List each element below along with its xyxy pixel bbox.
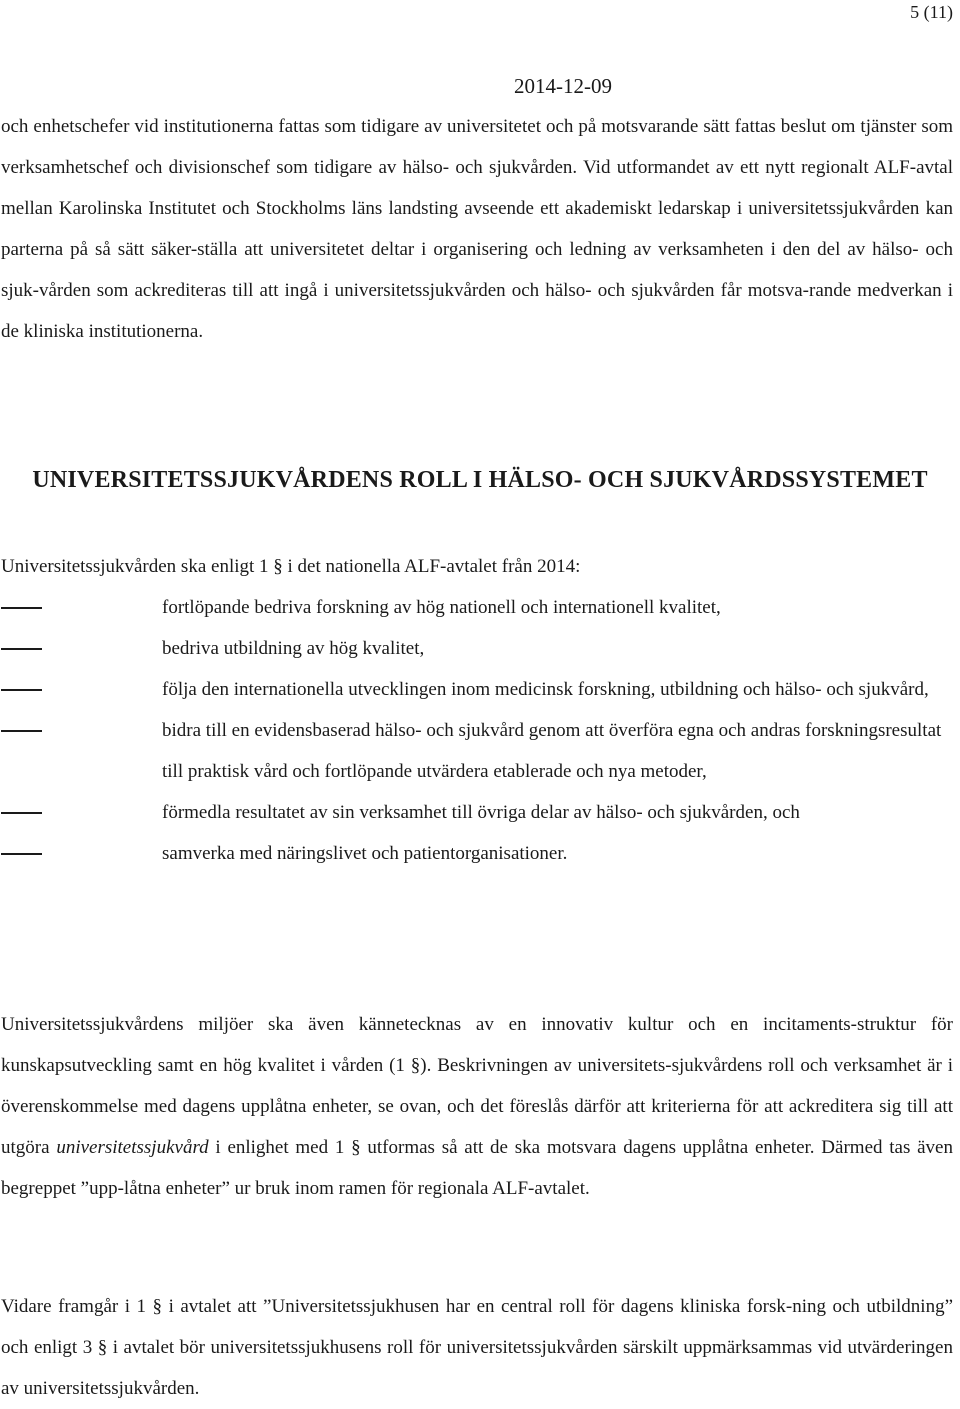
emphasized-term: universitetssjukvård [56,1137,209,1158]
dash-bullet-icon [1,853,42,855]
dash-bullet-icon [1,607,42,609]
list-item [1,710,951,792]
list-item-text: förmedla resultatet av sin verksamhet till övriga delar av hälso- och sjukvården, och [162,802,800,823]
list-item [1,628,951,669]
dash-bullet-icon [1,730,42,732]
list-item-text: fortlöpande bedriva forskning av hög nationell och internationell kvalitet, [162,597,721,618]
requirements-list [1,587,951,874]
list-item [1,669,951,710]
list-item [1,833,951,874]
list-item-text: samverka med näringslivet och patientorganisationer. [162,843,568,864]
section-lead: Universitetssjukvården ska enligt 1 § i det nationella ALF-avtalet från 2014: [1,556,581,577]
section-heading: UNIVERSITETSSJUKVÅRDENS ROLL I HÄLSO- OCH SJUKVÅRDSSYSTEMET [32,467,928,493]
dash-bullet-icon [1,812,42,814]
environment-paragraph [1,1004,953,1209]
intro-paragraph [1,106,953,352]
page-number: 5 (11) [910,2,953,22]
dash-bullet-icon [1,689,42,691]
environment-text [1,1004,953,1209]
list-item-text: bedriva utbildning av hög kvalitet, [162,638,425,659]
document-date: 2014-12-09 [514,74,612,98]
environment-text-end: i enlighet med 1 § utformas så att de ska motsvara dagens upplåtna enheter. Därmed tas även begreppet ”upp-låtna enheter” ur bruk inom ramen för regionala ALF-avtalet. [1,1137,953,1199]
intro-text: och enhetschefer vid institutionerna fattas som tidigare av universitetet och på motsvarande sätt fattas beslut om tjänster som verksamhetschef och divisionschef som tidigare av hälso- och sjukvården. Vid utformandet av ett nytt regionalt ALF-avtal mellan Karolinska Institutet och Stockholms läns landsting avseende ett akademiskt ledarskap i universitetssjukvården kan parterna på så sätt säker-ställa att universitetet deltar i organisering och ledning av verksamheten i den del av hälso- och sjuk-vården som ackrediteras till att ingå i universitetssjukvården och hälso- och sjukvården får motsva-rande medverkan i de kliniska institutionerna. [1,116,953,342]
list-item-text: bidra till en evidensbaserad hälso- och sjukvård genom att överföra egna och andras forskningsresultat till praktisk vård och fortlöpande utvärdera etablerade och nya metoder, [162,720,942,782]
list-item-text: följa den internationella utvecklingen inom medicinsk forskning, utbildning och hälso- och sjukvård, [162,679,929,700]
environment-text-start: Universitetssjukvårdens miljöer ska även kännetecknas av en innovativ kultur och en incitaments-struktur för kunskapsutveckling samt en hög kvalitet i vården (1 §). Beskrivningen av universitets-sjukvårdens roll och verksamhet är i överenskommelse med dagens upplåtna enheter, se ovan, och det föreslås därför att kriterierna för att ackreditera sig till att utgöra [1,1014,953,1158]
dash-bullet-icon [1,648,42,650]
hospitals-paragraph [1,1286,953,1409]
hospitals-text: Vidare framgår i 1 § i avtalet att ”Universitetssjukhusen har en central roll för dagens kliniska forsk-ning och utbildning” och enligt 3 § i avtalet bör universitetssjukhusens roll för universitetssjukvården särskilt uppmärksammas vid utvärderingen av universitetssjukvården. [1,1296,953,1399]
list-item [1,792,951,833]
list-item [1,587,951,628]
